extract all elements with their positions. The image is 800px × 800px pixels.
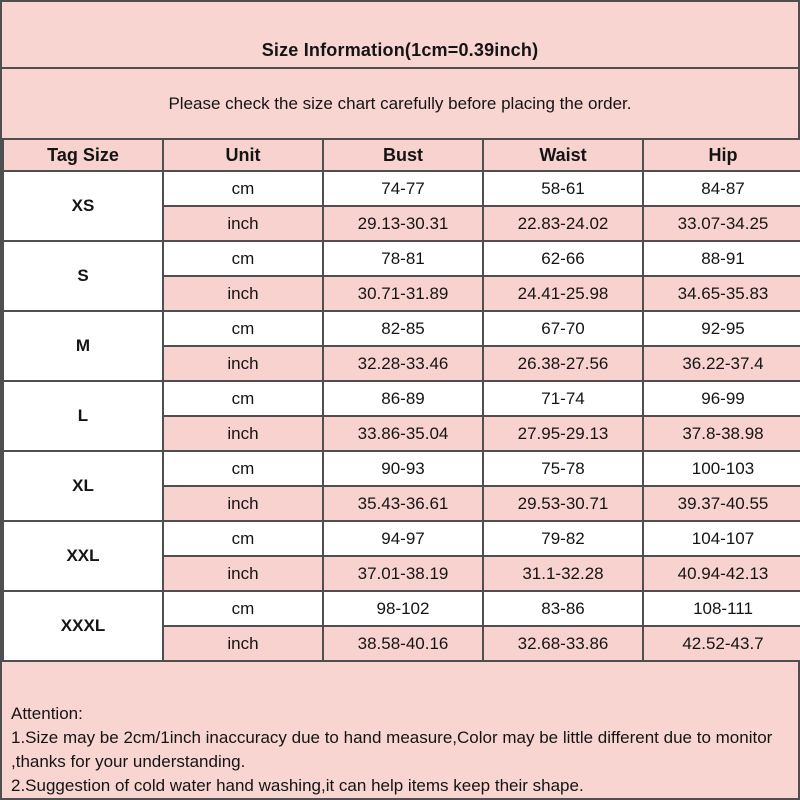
unit-cell: cm bbox=[163, 521, 323, 556]
waist-value: 67-70 bbox=[483, 311, 643, 346]
size-label-m: M bbox=[3, 311, 163, 381]
unit-cell: cm bbox=[163, 381, 323, 416]
column-header-hip: Hip bbox=[643, 139, 800, 171]
waist-value: 22.83-24.02 bbox=[483, 206, 643, 241]
unit-cell: cm bbox=[163, 241, 323, 276]
unit-cell: cm bbox=[163, 451, 323, 486]
unit-cell: inch bbox=[163, 626, 323, 661]
size-label-xl: XL bbox=[3, 451, 163, 521]
table-row-s-cm bbox=[3, 241, 800, 276]
hip-value: 108-111 bbox=[643, 591, 800, 626]
unit-cell: inch bbox=[163, 486, 323, 521]
hip-value: 42.52-43.7 bbox=[643, 626, 800, 661]
size-label-xs: XS bbox=[3, 171, 163, 241]
waist-value: 83-86 bbox=[483, 591, 643, 626]
unit-cell: inch bbox=[163, 276, 323, 311]
table-row-l-cm bbox=[3, 381, 800, 416]
hip-value: 34.65-35.83 bbox=[643, 276, 800, 311]
waist-value: 27.95-29.13 bbox=[483, 416, 643, 451]
bust-value: 35.43-36.61 bbox=[323, 486, 483, 521]
waist-value: 71-74 bbox=[483, 381, 643, 416]
size-label-xxxl: XXXL bbox=[3, 591, 163, 661]
waist-value: 31.1-32.28 bbox=[483, 556, 643, 591]
column-header-bust: Bust bbox=[323, 139, 483, 171]
bust-value: 30.71-31.89 bbox=[323, 276, 483, 311]
bust-value: 78-81 bbox=[323, 241, 483, 276]
bust-value: 90-93 bbox=[323, 451, 483, 486]
hip-value: 88-91 bbox=[643, 241, 800, 276]
size-table bbox=[2, 138, 800, 662]
bust-value: 98-102 bbox=[323, 591, 483, 626]
bust-value: 33.86-35.04 bbox=[323, 416, 483, 451]
waist-value: 75-78 bbox=[483, 451, 643, 486]
bust-value: 32.28-33.46 bbox=[323, 346, 483, 381]
size-label-xxl: XXL bbox=[3, 521, 163, 591]
hip-value: 37.8-38.98 bbox=[643, 416, 800, 451]
hip-value: 84-87 bbox=[643, 171, 800, 206]
table-row-xl-cm bbox=[3, 451, 800, 486]
hip-value: 104-107 bbox=[643, 521, 800, 556]
size-label-l: L bbox=[3, 381, 163, 451]
waist-value: 29.53-30.71 bbox=[483, 486, 643, 521]
size-label-s: S bbox=[3, 241, 163, 311]
waist-value: 79-82 bbox=[483, 521, 643, 556]
bust-value: 37.01-38.19 bbox=[323, 556, 483, 591]
waist-value: 24.41-25.98 bbox=[483, 276, 643, 311]
unit-cell: inch bbox=[163, 556, 323, 591]
attention-note: 1.Size may be 2cm/1inch inaccuracy due to hand measure,Color may be little different due to monitor ,thanks for your understanding. bbox=[11, 728, 773, 771]
attention-section bbox=[2, 662, 798, 798]
waist-value: 62-66 bbox=[483, 241, 643, 276]
attention-heading: Attention: bbox=[11, 704, 83, 723]
hip-value: 39.37-40.55 bbox=[643, 486, 800, 521]
hip-value: 96-99 bbox=[643, 381, 800, 416]
page-subtitle: Please check the size chart carefully before placing the order. bbox=[168, 93, 632, 113]
table-row-xxl-cm bbox=[3, 521, 800, 556]
column-header-unit: Unit bbox=[163, 139, 323, 171]
unit-cell: cm bbox=[163, 311, 323, 346]
table-row-xxxl-cm bbox=[3, 591, 800, 626]
bust-value: 38.58-40.16 bbox=[323, 626, 483, 661]
hip-value: 40.94-42.13 bbox=[643, 556, 800, 591]
unit-cell: cm bbox=[163, 171, 323, 206]
unit-cell: inch bbox=[163, 206, 323, 241]
bust-value: 82-85 bbox=[323, 311, 483, 346]
page-title: Size Information(1cm=0.39inch) bbox=[2, 2, 798, 69]
column-header-waist: Waist bbox=[483, 139, 643, 171]
unit-cell: cm bbox=[163, 591, 323, 626]
table-header-row bbox=[3, 139, 800, 171]
bust-value: 86-89 bbox=[323, 381, 483, 416]
column-header-tag-size: Tag Size bbox=[3, 139, 163, 171]
unit-cell: inch bbox=[163, 346, 323, 381]
attention-note: 2.Suggestion of cold water hand washing,it can help items keep their shape. bbox=[11, 776, 584, 795]
hip-value: 36.22-37.4 bbox=[643, 346, 800, 381]
hip-value: 92-95 bbox=[643, 311, 800, 346]
waist-value: 58-61 bbox=[483, 171, 643, 206]
table-row-m-cm bbox=[3, 311, 800, 346]
hip-value: 33.07-34.25 bbox=[643, 206, 800, 241]
waist-value: 26.38-27.56 bbox=[483, 346, 643, 381]
bust-value: 94-97 bbox=[323, 521, 483, 556]
bust-value: 29.13-30.31 bbox=[323, 206, 483, 241]
bust-value: 74-77 bbox=[323, 171, 483, 206]
unit-cell: inch bbox=[163, 416, 323, 451]
table-row-xs-cm bbox=[3, 171, 800, 206]
hip-value: 100-103 bbox=[643, 451, 800, 486]
waist-value: 32.68-33.86 bbox=[483, 626, 643, 661]
